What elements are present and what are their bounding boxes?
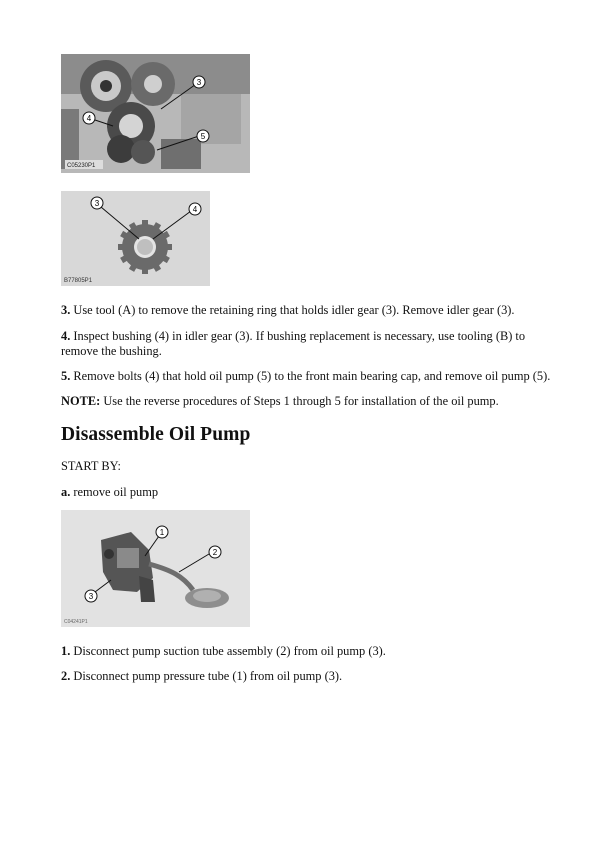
callout-3: 3 bbox=[94, 199, 100, 208]
callout-2: 2 bbox=[212, 548, 218, 557]
callout-3: 3 bbox=[196, 78, 202, 87]
oil-pump-illustration bbox=[61, 510, 250, 627]
figure-oil-pump bbox=[61, 510, 250, 627]
start-by-label: START BY: bbox=[61, 459, 121, 473]
callout-5: 5 bbox=[200, 132, 206, 141]
callout-3: 3 bbox=[88, 592, 94, 601]
callout-4: 4 bbox=[86, 114, 92, 123]
start-item: a. remove oil pump bbox=[61, 485, 159, 499]
figure-code: B77805P1 bbox=[64, 278, 93, 284]
step-5: 5. Remove bolts (4) that hold oil pump (5) to the front main bearing cap, and remove oil pump (5). bbox=[61, 369, 551, 383]
callout-1: 1 bbox=[159, 528, 165, 537]
figure-code: C04241P1 bbox=[64, 619, 88, 625]
section-title: Disassemble Oil Pump bbox=[61, 424, 251, 445]
figure-gear-train bbox=[61, 54, 250, 173]
step-1: 1. Disconnect pump suction tube assembly (2) from oil pump (3). bbox=[61, 644, 386, 658]
step-2: 2. Disconnect pump pressure tube (1) from oil pump (3). bbox=[61, 669, 343, 683]
callout-4: 4 bbox=[192, 205, 198, 214]
step-4: 4. Inspect bushing (4) in idler gear (3). If bushing replacement is necessary, use tooling (B) to remove the bushing. bbox=[61, 329, 526, 358]
note: NOTE: Use the reverse procedures of Steps 1 through 5 for installation of the oil pump. bbox=[61, 394, 499, 408]
idler-gear-illustration bbox=[61, 191, 210, 286]
gear-train-illustration bbox=[61, 54, 250, 173]
figure-idler-gear bbox=[61, 191, 210, 286]
step-3: 3. Use tool (A) to remove the retaining ring that holds idler gear (3). Remove idler gear (3). bbox=[61, 303, 515, 317]
figure-code: C05230P1 bbox=[67, 163, 96, 169]
